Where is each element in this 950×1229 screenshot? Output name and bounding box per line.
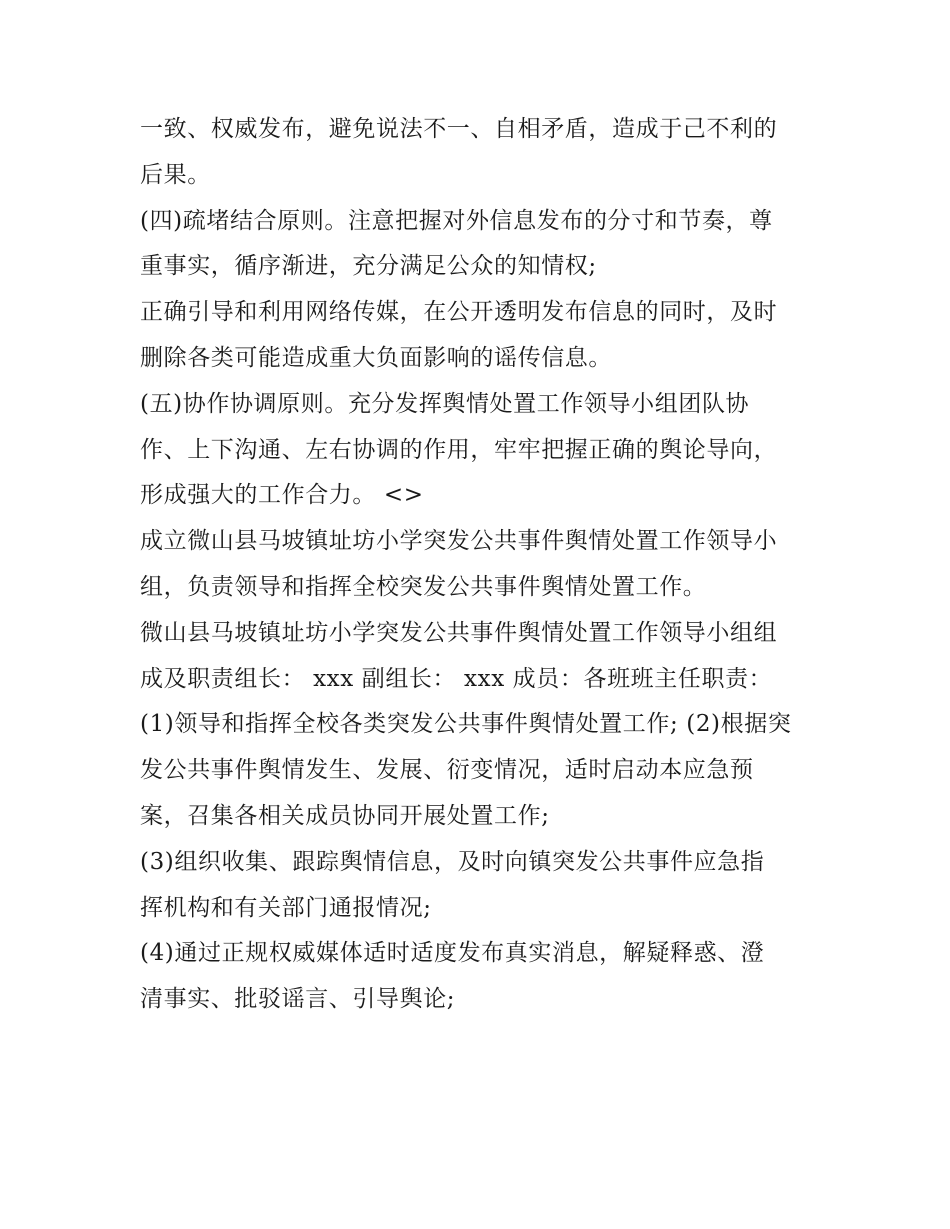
document-body xyxy=(140,107,820,1023)
text-line: 成及职责组长： xxx 副组长： xxx 成员：各班班主任职责： xyxy=(140,665,773,692)
text-line: (五)协作协调原则。充分发挥舆情处置工作领导小组团队协 xyxy=(140,390,750,417)
text-line: (3)组织收集、跟踪舆情信息，及时向镇突发公共事件应急指 xyxy=(140,848,765,875)
text-line: 发公共事件舆情发生、发展、衍变情况，适时启动本应急预 xyxy=(140,757,754,784)
text-line: 形成强大的工作合力。 <> xyxy=(140,482,424,509)
text-line: (4)通过正规权威媒体适时适度发布真实消息，解疑释惑、澄 xyxy=(140,940,765,967)
text-line: 正确引导和利用网络传媒，在公开透明发布信息的同时，及时 xyxy=(140,299,778,326)
text-line: 后果。 xyxy=(140,161,211,188)
text-line: 微山县马坡镇址坊小学突发公共事件舆情处置工作领导小组组 xyxy=(140,619,778,646)
text-line: 挥机构和有关部门通报情况; xyxy=(140,894,432,921)
text-line: 作、上下沟通、左右协调的作用，牢牢把握正确的舆论导向， xyxy=(140,436,778,463)
text-line: 成立微山县马坡镇址坊小学突发公共事件舆情处置工作领导小 xyxy=(140,528,778,555)
text-line: 删除各类可能造成重大负面影响的谣传信息。 xyxy=(140,344,612,371)
text-line: 案，召集各相关成员协同开展处置工作; xyxy=(140,802,550,829)
text-line: 重事实，循序渐进，充分满足公众的知情权; xyxy=(140,253,597,280)
text-line: (1)领导和指挥全校各类突发公共事件舆情处置工作; (2)根据突 xyxy=(140,711,792,738)
text-line: 一致、权威发布，避免说法不一、自相矛盾，造成于己不利的 xyxy=(140,116,778,142)
text-line: 组，负责领导和指挥全校突发公共事件舆情处置工作。 xyxy=(140,573,707,600)
text-line: (四)疏堵结合原则。注意把握对外信息发布的分寸和节奏，尊 xyxy=(140,207,773,234)
text-line: 清事实、批驳谣言、引导舆论; xyxy=(140,986,456,1013)
